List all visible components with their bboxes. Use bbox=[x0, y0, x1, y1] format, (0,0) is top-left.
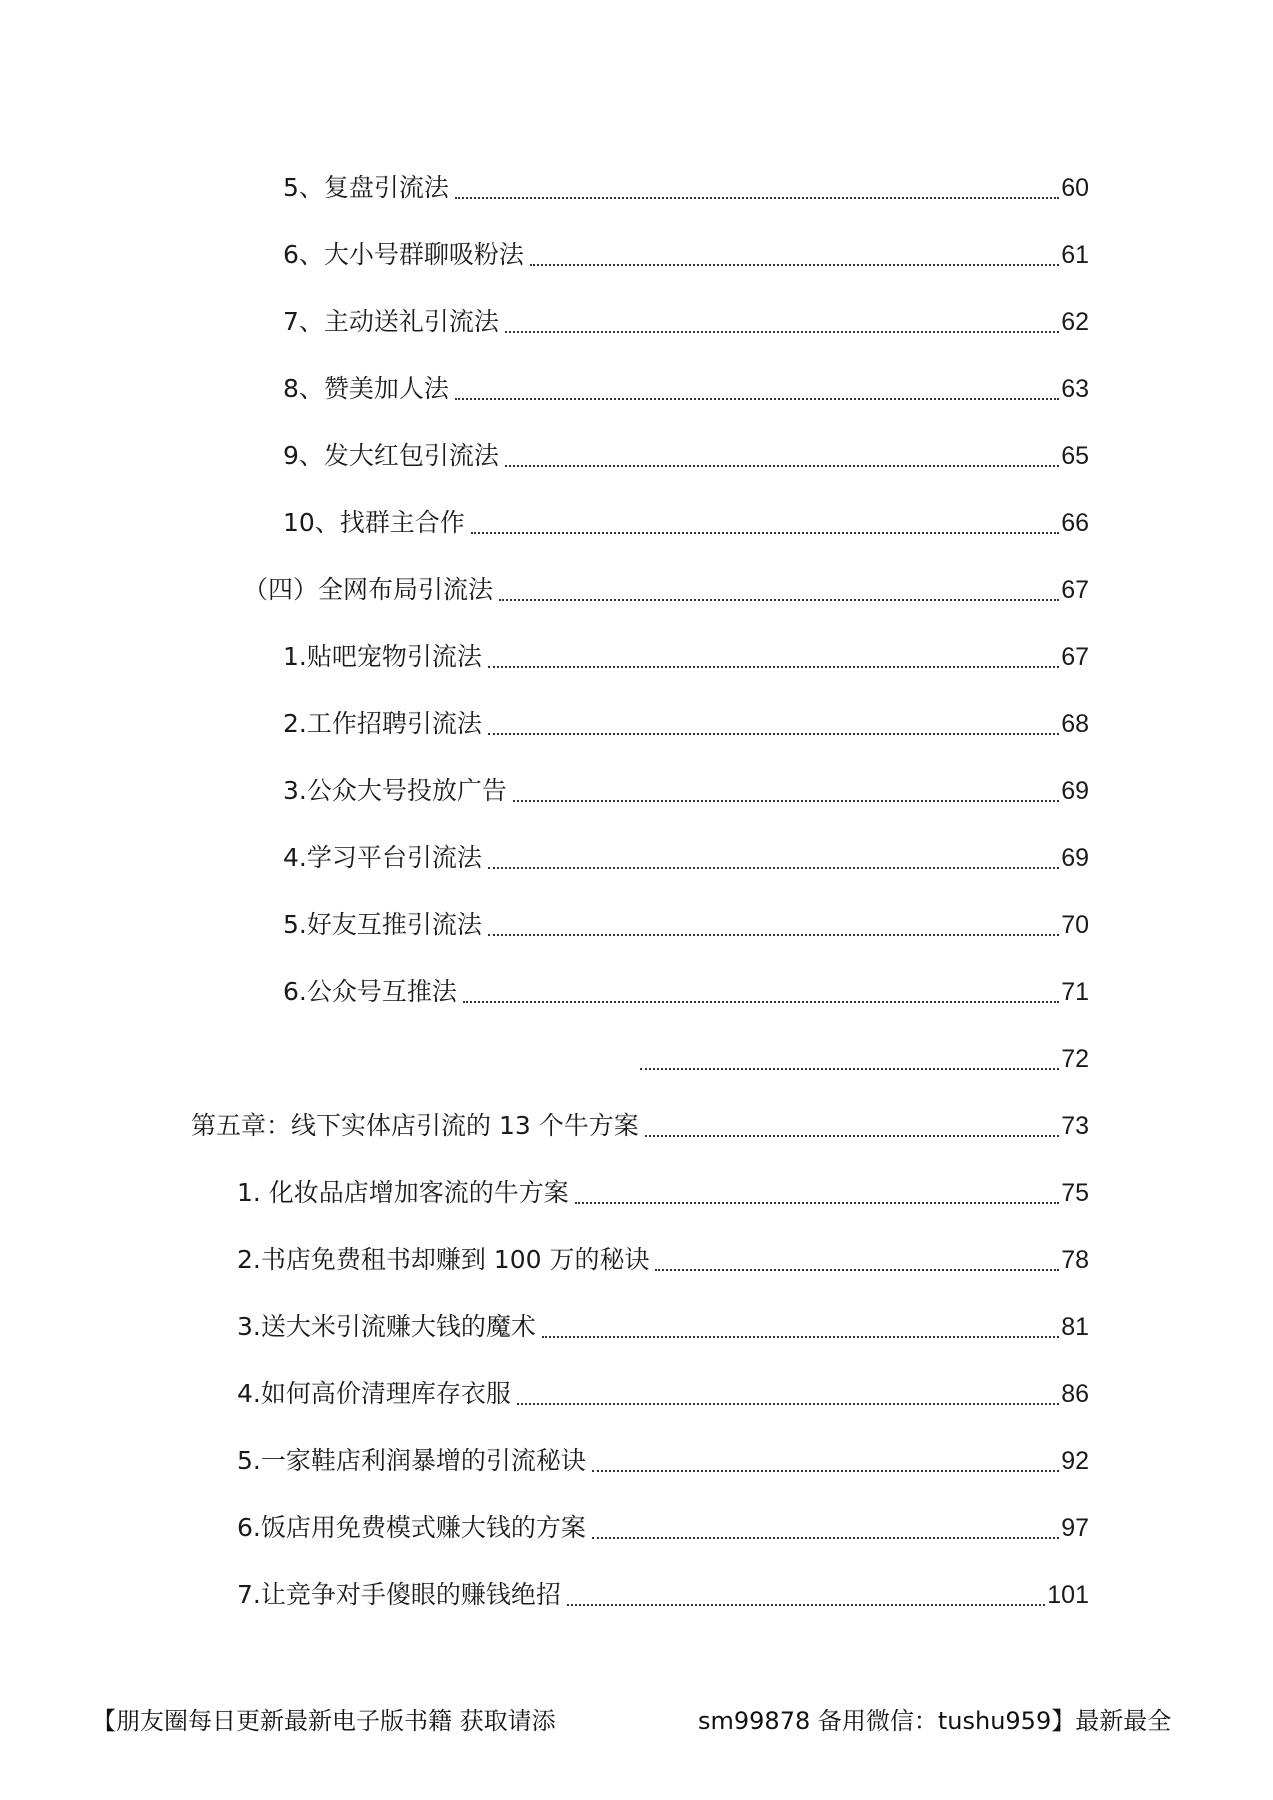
toc-entry-label: 9、发大红包引流法 bbox=[283, 441, 499, 470]
toc-page-number: 97 bbox=[1061, 1514, 1089, 1542]
toc-entry-label: 2.工作招聘引流法 bbox=[283, 709, 482, 738]
toc-entry-label: 2.书店免费租书却赚到 100 万的秘诀 bbox=[237, 1245, 650, 1274]
toc-entry-label: 第五章：线下实体店引流的 13 个牛方案 bbox=[191, 1111, 639, 1140]
toc-entry-label: 3.送大米引流赚大钱的魔术 bbox=[237, 1312, 536, 1341]
toc-page-number: 62 bbox=[1061, 308, 1089, 336]
toc-leader-dots bbox=[592, 1441, 1059, 1481]
toc-page-number: 68 bbox=[1061, 710, 1089, 738]
toc-leader-dots bbox=[530, 235, 1059, 275]
toc-entry-label: 1.贴吧宠物引流法 bbox=[283, 642, 482, 671]
toc-page-number: 78 bbox=[1061, 1246, 1089, 1274]
toc-leader-dots bbox=[488, 905, 1059, 945]
toc-entry-label: 4.学习平台引流法 bbox=[283, 843, 482, 872]
toc-page-number: 65 bbox=[1061, 442, 1089, 470]
toc-entry-label: 5、复盘引流法 bbox=[283, 173, 449, 202]
toc-leader-dots bbox=[575, 1173, 1059, 1213]
toc-page-number: 75 bbox=[1061, 1179, 1089, 1207]
toc-page-number: 66 bbox=[1061, 509, 1089, 537]
toc-entry-label: （四）全网布局引流法 bbox=[243, 575, 494, 604]
toc-entry[interactable] bbox=[283, 302, 1089, 342]
footer-left-text: 【朋友圈每日更新最新电子版书籍 获取请添 bbox=[92, 1707, 556, 1735]
toc-entry[interactable] bbox=[283, 637, 1089, 677]
toc-entry-label: 6.饭店用免费模式赚大钱的方案 bbox=[237, 1513, 586, 1542]
toc-leader-dots bbox=[505, 436, 1059, 476]
toc-leader-dots bbox=[488, 838, 1059, 878]
toc-page-number: 86 bbox=[1061, 1380, 1089, 1408]
toc-entry[interactable] bbox=[283, 369, 1089, 409]
toc-entry-label: 10、找群主合作 bbox=[283, 508, 465, 537]
toc-leader-dots bbox=[645, 1106, 1059, 1146]
toc-entry[interactable] bbox=[634, 1039, 1089, 1079]
toc-entry[interactable] bbox=[283, 235, 1089, 275]
toc-entry[interactable] bbox=[237, 1307, 1089, 1347]
toc-leader-dots bbox=[455, 168, 1059, 208]
toc-entry[interactable] bbox=[237, 1374, 1089, 1414]
toc-entry[interactable] bbox=[191, 1106, 1089, 1146]
toc-entry[interactable] bbox=[243, 570, 1089, 610]
footer-right-text: sm99878 备用微信：tushu959】最新最全 bbox=[698, 1707, 1172, 1735]
toc-entry-label: 7.让竞争对手傻眼的赚钱绝招 bbox=[237, 1580, 561, 1609]
toc-page-number: 61 bbox=[1061, 241, 1089, 269]
toc-entry-label: 8、赞美加人法 bbox=[283, 374, 449, 403]
toc-leader-dots bbox=[488, 637, 1059, 677]
toc-entry-label: 4.如何高价清理库存衣服 bbox=[237, 1379, 511, 1408]
toc-page-number: 67 bbox=[1061, 643, 1089, 671]
toc-leader-dots bbox=[567, 1575, 1045, 1615]
toc-entry-label: 6、大小号群聊吸粉法 bbox=[283, 240, 524, 269]
toc-page-number: 72 bbox=[1061, 1045, 1089, 1073]
toc-entry-label: 3.公众大号投放广告 bbox=[283, 776, 507, 805]
toc-entry[interactable] bbox=[283, 771, 1089, 811]
toc-entry-label: 5.好友互推引流法 bbox=[283, 910, 482, 939]
toc-leader-dots bbox=[488, 704, 1059, 744]
toc-entry[interactable] bbox=[237, 1173, 1089, 1213]
toc-leader-dots bbox=[455, 369, 1059, 409]
toc-leader-dots bbox=[471, 503, 1059, 543]
toc-leader-dots bbox=[592, 1508, 1059, 1548]
toc-leader-dots bbox=[513, 771, 1059, 811]
toc-page-number: 81 bbox=[1061, 1313, 1089, 1341]
toc-entry[interactable] bbox=[237, 1575, 1089, 1615]
toc-leader-dots bbox=[542, 1307, 1059, 1347]
toc-leader-dots bbox=[640, 1039, 1059, 1079]
toc-page-number: 69 bbox=[1061, 844, 1089, 872]
toc-leader-dots bbox=[463, 972, 1059, 1012]
toc-entry[interactable] bbox=[283, 436, 1089, 476]
toc-leader-dots bbox=[655, 1240, 1059, 1280]
toc-entry[interactable] bbox=[237, 1441, 1089, 1481]
footer-watermark-text bbox=[92, 1701, 1192, 1741]
toc-entry[interactable] bbox=[283, 905, 1089, 945]
toc-leader-dots bbox=[505, 302, 1059, 342]
toc-page-number: 71 bbox=[1061, 978, 1089, 1006]
toc-leader-dots bbox=[499, 570, 1059, 610]
toc-entry-label: 5.一家鞋店利润暴增的引流秘诀 bbox=[237, 1446, 586, 1475]
toc-entry-label: 6.公众号互推法 bbox=[283, 977, 457, 1006]
toc-entry[interactable] bbox=[237, 1240, 1089, 1280]
toc-entry[interactable] bbox=[283, 972, 1089, 1012]
toc-entry[interactable] bbox=[283, 503, 1089, 543]
toc-leader-dots bbox=[517, 1374, 1059, 1414]
toc-page-number: 60 bbox=[1061, 174, 1089, 202]
toc-entry[interactable] bbox=[283, 168, 1089, 208]
toc-entry[interactable] bbox=[237, 1508, 1089, 1548]
toc-page-number: 67 bbox=[1061, 576, 1089, 604]
toc-page-number: 101 bbox=[1047, 1581, 1089, 1609]
toc-page-number: 92 bbox=[1061, 1447, 1089, 1475]
toc-page-number: 69 bbox=[1061, 777, 1089, 805]
toc-entry-label: 1. 化妆品店增加客流的牛方案 bbox=[237, 1178, 569, 1207]
toc-entry[interactable] bbox=[283, 838, 1089, 878]
toc-entry-label: 7、主动送礼引流法 bbox=[283, 307, 499, 336]
toc-entry[interactable] bbox=[283, 704, 1089, 744]
toc-page-number: 70 bbox=[1061, 911, 1089, 939]
toc-page-number: 73 bbox=[1061, 1112, 1089, 1140]
toc-page-number: 63 bbox=[1061, 375, 1089, 403]
